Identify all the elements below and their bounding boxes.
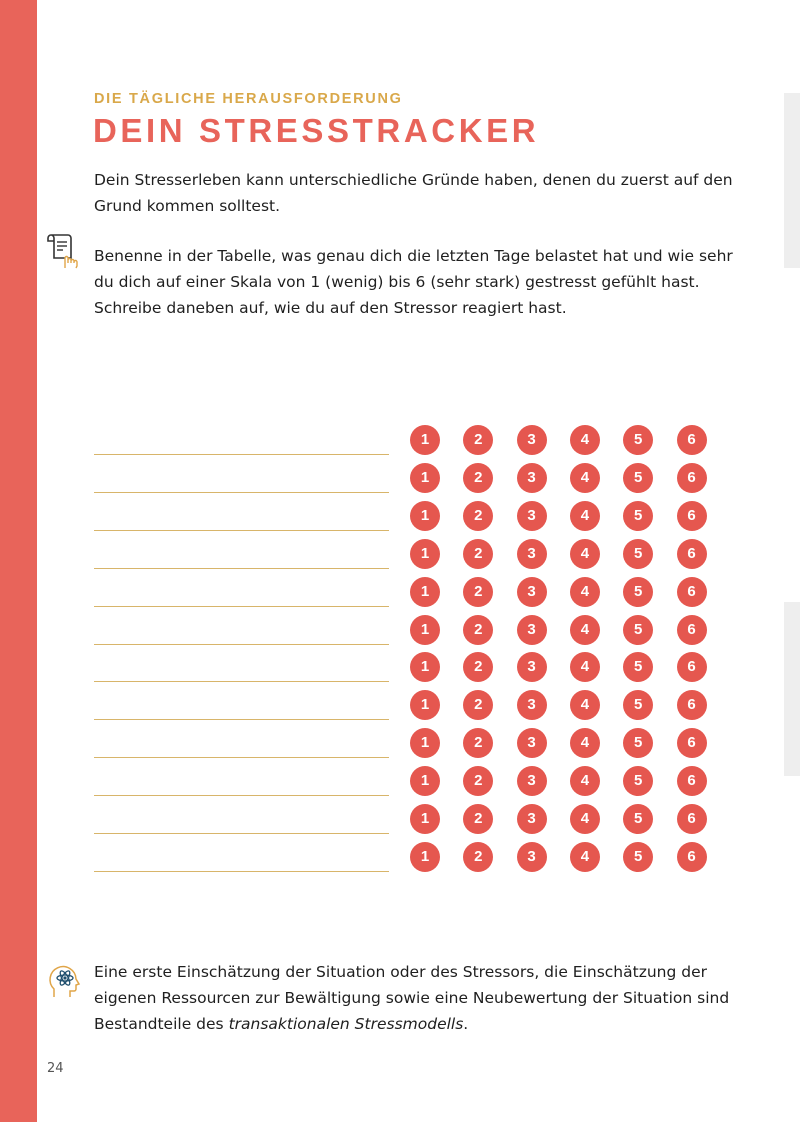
stress-level-5-circle[interactable]: 5 [623,425,653,455]
stressor-entry-line[interactable] [94,530,389,531]
stress-level-4-circle[interactable]: 4 [570,577,600,607]
stress-level-1-circle[interactable]: 1 [410,615,440,645]
stress-level-4-circle[interactable]: 4 [570,804,600,834]
stress-level-6-circle[interactable]: 6 [677,842,707,872]
stress-level-6-circle[interactable]: 6 [677,615,707,645]
stress-level-3-circle[interactable]: 3 [517,728,547,758]
stress-level-3-circle[interactable]: 3 [517,804,547,834]
stress-level-4-circle[interactable]: 4 [570,728,600,758]
stress-level-5-circle[interactable]: 5 [623,728,653,758]
stress-level-6-circle[interactable]: 6 [677,728,707,758]
stress-level-1-circle[interactable]: 1 [410,766,440,796]
stress-level-1-circle[interactable]: 1 [410,690,440,720]
stressor-entry-line[interactable] [94,454,389,455]
stress-level-4-circle[interactable]: 4 [570,425,600,455]
stressor-entry-line[interactable] [94,681,389,682]
stress-level-1-circle[interactable]: 1 [410,463,440,493]
stress-level-5-circle[interactable]: 5 [623,842,653,872]
stress-level-5-circle[interactable]: 5 [623,577,653,607]
stress-level-4-circle[interactable]: 4 [570,463,600,493]
stress-level-5-circle[interactable]: 5 [623,501,653,531]
stress-level-6-circle[interactable]: 6 [677,425,707,455]
stressor-entry-line[interactable] [94,871,389,872]
page-edge-tab-bottom [784,602,800,776]
note-paragraph [94,959,744,1037]
stress-level-3-circle[interactable]: 3 [517,652,547,682]
stressor-entry-line[interactable] [94,492,389,493]
stress-level-5-circle[interactable]: 5 [623,463,653,493]
stressor-entry-line[interactable] [94,833,389,834]
stressor-entry-line[interactable] [94,719,389,720]
stress-level-2-circle[interactable]: 2 [463,539,493,569]
intro-paragraph: Dein Stresserleben kann unterschiedliche Gründe haben, denen du zuerst auf den Grund kommen solltest. [94,171,733,215]
stress-level-5-circle[interactable]: 5 [623,690,653,720]
stress-level-2-circle[interactable]: 2 [463,842,493,872]
stress-level-3-circle[interactable]: 3 [517,690,547,720]
stress-level-3-circle[interactable]: 3 [517,501,547,531]
stress-level-5-circle[interactable]: 5 [623,766,653,796]
stress-level-6-circle[interactable]: 6 [677,463,707,493]
stress-level-2-circle[interactable]: 2 [463,652,493,682]
stress-level-6-circle[interactable]: 6 [677,501,707,531]
stress-level-1-circle[interactable]: 1 [410,804,440,834]
instruction-paragraph: Benenne in der Tabelle, was genau dich die letzten Tage belastet hat und wie sehr du dich auf einer Skala von 1 (wenig) bis 6 (sehr stark) gestresst gefühlt hast. Schreibe daneben auf, wie du auf den Stressor reagiert hast. [94,247,733,317]
note-text: Eine erste Einschätzung der Situation oder des Stressors, die Einschätzung der eigenen Ressourcen zur Bewältigung sowie eine Neubewertung der Situation sind Bestandteile des [94,963,730,1033]
stressor-entry-line[interactable] [94,795,389,796]
page-edge-tab-top [784,93,800,268]
stress-level-3-circle[interactable]: 3 [517,577,547,607]
stress-level-6-circle[interactable]: 6 [677,577,707,607]
stressor-entry-line[interactable] [94,644,389,645]
stress-level-4-circle[interactable]: 4 [570,615,600,645]
page-number: 24 [47,1061,64,1076]
stress-level-2-circle[interactable]: 2 [463,425,493,455]
page-title: DEIN STRESSTRACKER [93,112,540,149]
stress-level-4-circle[interactable]: 4 [570,652,600,682]
stress-level-2-circle[interactable]: 2 [463,577,493,607]
stress-level-1-circle[interactable]: 1 [410,652,440,682]
stress-level-3-circle[interactable]: 3 [517,615,547,645]
stress-level-1-circle[interactable]: 1 [410,842,440,872]
stress-level-6-circle[interactable]: 6 [677,804,707,834]
stress-level-3-circle[interactable]: 3 [517,842,547,872]
note-italic-term: transaktionalen Stressmodells [228,1015,464,1033]
stress-level-4-circle[interactable]: 4 [570,766,600,796]
stress-level-2-circle[interactable]: 2 [463,766,493,796]
stress-level-1-circle[interactable]: 1 [410,501,440,531]
section-kicker: DIE TÄGLICHE HERAUSFORDERUNG [94,91,403,107]
stress-level-4-circle[interactable]: 4 [570,690,600,720]
stress-level-5-circle[interactable]: 5 [623,615,653,645]
stress-level-2-circle[interactable]: 2 [463,501,493,531]
stress-level-6-circle[interactable]: 6 [677,539,707,569]
note-text-end: . [463,1015,469,1033]
stress-level-4-circle[interactable]: 4 [570,842,600,872]
stress-level-3-circle[interactable]: 3 [517,539,547,569]
stress-level-2-circle[interactable]: 2 [463,804,493,834]
stress-level-5-circle[interactable]: 5 [623,539,653,569]
stressor-entry-line[interactable] [94,568,389,569]
stress-level-6-circle[interactable]: 6 [677,766,707,796]
stress-level-2-circle[interactable]: 2 [463,615,493,645]
stress-level-3-circle[interactable]: 3 [517,463,547,493]
stress-level-1-circle[interactable]: 1 [410,539,440,569]
stress-level-3-circle[interactable]: 3 [517,766,547,796]
stress-level-5-circle[interactable]: 5 [623,652,653,682]
stress-level-2-circle[interactable]: 2 [463,690,493,720]
stress-level-2-circle[interactable]: 2 [463,728,493,758]
stress-level-3-circle[interactable]: 3 [517,425,547,455]
stressor-entry-line[interactable] [94,757,389,758]
head-atom-icon [48,963,82,1001]
stress-level-2-circle[interactable]: 2 [463,463,493,493]
document-hand-icon [46,232,80,270]
stress-level-4-circle[interactable]: 4 [570,539,600,569]
stress-level-1-circle[interactable]: 1 [410,728,440,758]
stress-level-6-circle[interactable]: 6 [677,652,707,682]
left-color-bar [0,0,37,1122]
stress-level-5-circle[interactable]: 5 [623,804,653,834]
stress-level-6-circle[interactable]: 6 [677,690,707,720]
stressor-entry-line[interactable] [94,606,389,607]
stress-level-4-circle[interactable]: 4 [570,501,600,531]
stress-level-1-circle[interactable]: 1 [410,577,440,607]
stress-level-1-circle[interactable]: 1 [410,425,440,455]
